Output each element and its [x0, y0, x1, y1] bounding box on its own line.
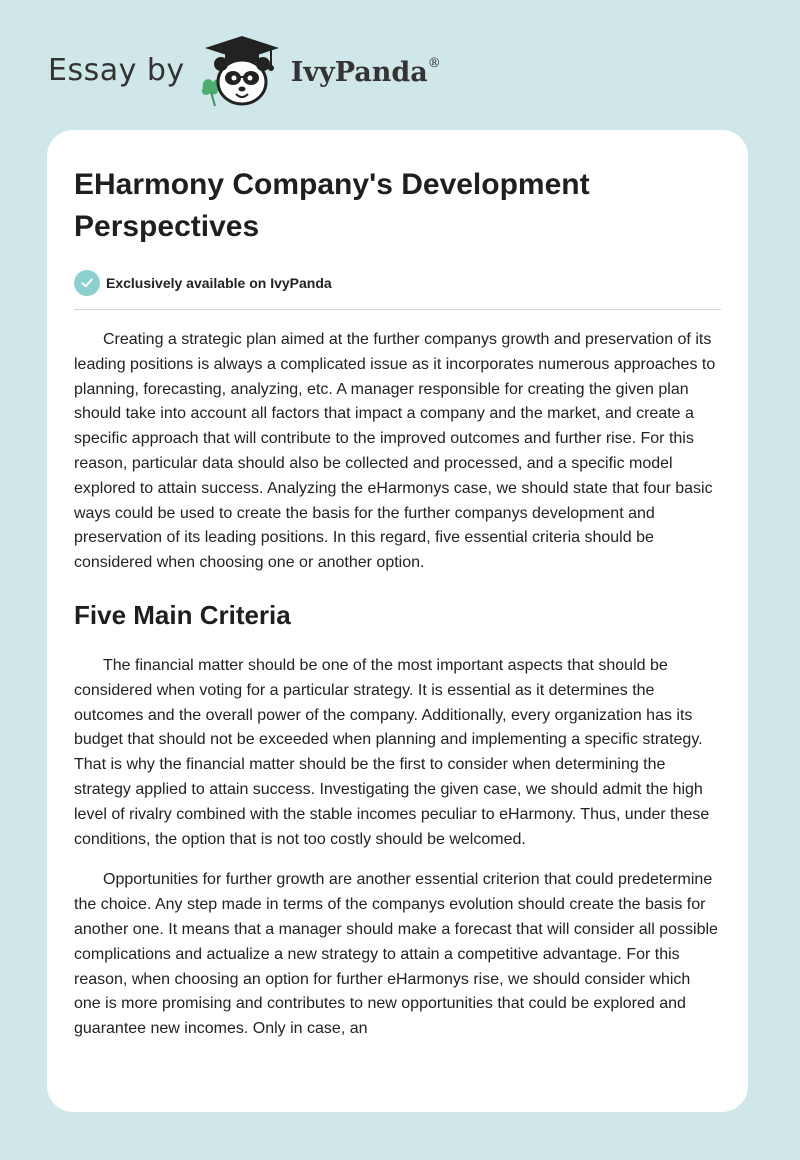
- essay-by-label: Essay by: [48, 52, 185, 88]
- paragraph: The financial matter should be one of the most important aspects that should be considered when voting for a particular strategy. It is essential as it determines the outcomes and the overall power of the company. Additionally, every organization has its budget that should not be exceeded when planning and implementing a specific strategy. That is why the financial matter should be the first to consider when determining the strategy applied to attain success. Investigating the given case, we should admit the high level of rivalry combined with the stable incomes peculiar to eHarmony. Thus, under these conditions, the option that is not too costly should be welcomed.: [74, 656, 710, 848]
- exclusive-label: Exclusively available on IvyPanda: [106, 275, 332, 291]
- panda-graduate-logo-icon[interactable]: [199, 30, 285, 110]
- article-title: EHarmony Company's Development Perspectives: [74, 168, 590, 243]
- exclusive-badge-row: [74, 270, 721, 310]
- registered-mark: ®: [427, 55, 441, 71]
- paragraph: Creating a strategic plan aimed at the further companys growth and preservation of its leading positions is always a complicated issue as it incorporates numerous approaches to planning, forecasting, analyzing, etc. A manager responsible for creating the given plan should take into account all factors that impact a company and the market, and create a specific approach that will contribute to the improved outcomes and further rise. For this reason, particular data should also be collected and processed, and a specific model explored to attain success. Analyzing the eHarmonys case, we should state that four basic ways could be used to create the basis for the further companys development and preservation of its leading positions. In this regard, five essential criteria should be considered when choosing one or another option.: [74, 331, 716, 572]
- paragraph: Opportunities for further growth are another essential criterion that could predetermine the choice. Any step made in terms of the companys evolution should create the basis for another one. It means that a manager should make a forecast that will consider all possible complications and actualize a new strategy to attain a competitive advantage. For this reason, when choosing an option for further eHarmonys rise, we should consider which one is more promising and contributes to new opportunities that could be explored and guarantee new incomes. Only in case, an: [74, 871, 718, 1038]
- brand-name[interactable]: IvyPanda®: [290, 55, 441, 88]
- check-icon: [74, 270, 100, 296]
- site-header: [48, 30, 441, 110]
- article-card: [47, 130, 748, 1112]
- section-heading: Five Main Criteria: [74, 599, 291, 630]
